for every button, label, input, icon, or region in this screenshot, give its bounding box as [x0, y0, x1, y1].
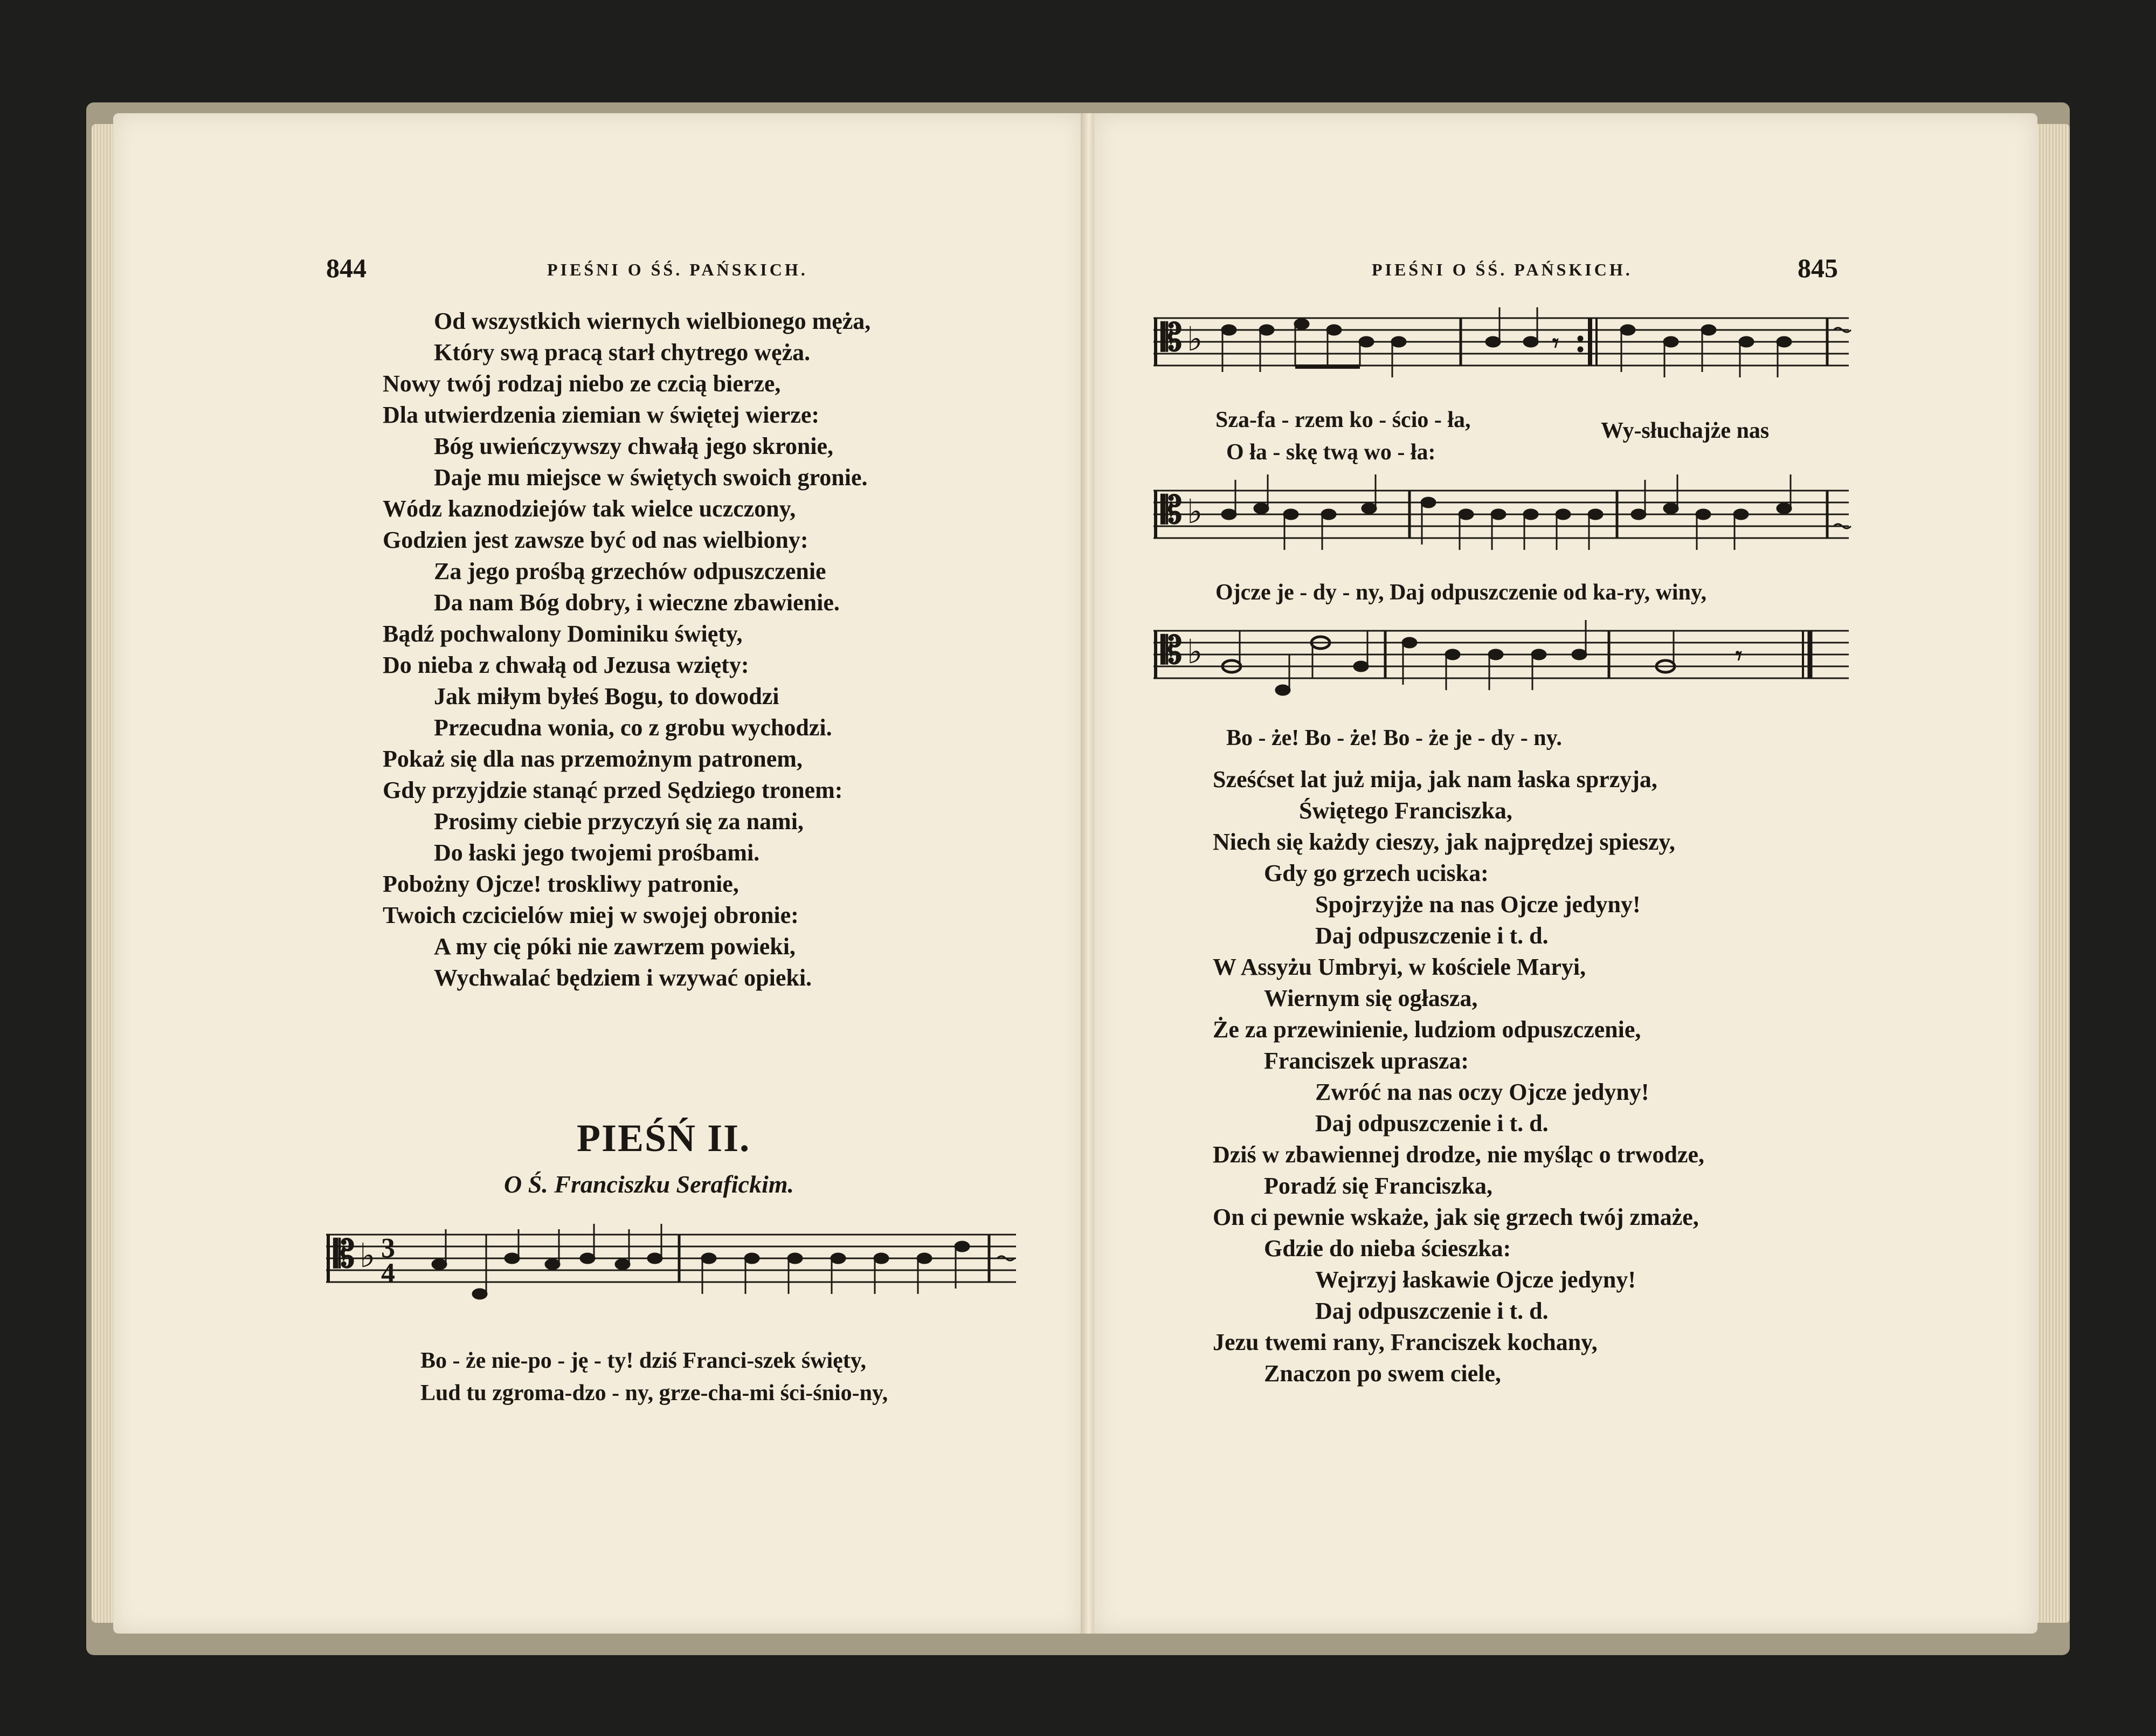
svg-text:𝄡: 𝄡	[1161, 487, 1183, 532]
stanza-line: Spojrzyjże na nas Ojcze jedyny!	[1315, 891, 1641, 918]
running-head: PIEŚNI O ŚŚ. PAŃSKICH.	[1372, 260, 1633, 279]
stanza-line: Świętego Franciszka,	[1299, 797, 1512, 824]
stanza-line: Jezu twemi rany, Franciszek kochany,	[1213, 1329, 1598, 1355]
music-staff	[1153, 609, 1854, 722]
stanza-line: Wiernym się ogłasza,	[1264, 985, 1478, 1011]
stanza-line: Twoich czcicielów miej w swojej obronie:	[383, 902, 799, 928]
lyrics-line: Ojcze je - dy - ny, Daj odpuszczenie od ka-ry, winy,	[1215, 580, 1707, 605]
music-staff	[1153, 297, 1854, 404]
stanza-line: Daj odpuszczenie i t. d.	[1315, 1298, 1549, 1324]
stanza-line: Niech się każdy cieszy, jak najprędzej spieszy,	[1213, 829, 1675, 855]
lyrics-line: Wy-słuchajże nas	[1601, 418, 1770, 443]
stanza-line: Sześćset lat już mija, jak nam łaska sprzyja,	[1213, 766, 1657, 793]
stanza-line: Przecudna wonia, co z grobu wychodzi.	[434, 714, 832, 741]
music-staff	[326, 1213, 1021, 1337]
stanza-line: On ci pewnie wskaże, jak się grzech twój zmaże,	[1213, 1204, 1699, 1230]
svg-text:♭: ♭	[1187, 319, 1203, 359]
song-title: PIEŚŃ II.	[577, 1117, 751, 1160]
lyrics-line: Lud tu zgroma-dzo - ny, grze-cha-mi ści-śnio-ny,	[420, 1381, 888, 1406]
stanza-line: Gdzie do nieba ścieszka:	[1264, 1235, 1511, 1262]
stanza-line: Jak miłym byłeś Bogu, to dowodzi	[434, 683, 779, 709]
music-staff	[1153, 469, 1854, 577]
stanza-line: Dziś w zbawiennej drodze, nie myśląc o trwodze,	[1213, 1141, 1705, 1168]
stanza-line: Prosimy ciebie przyczyń się za nami,	[434, 808, 804, 835]
stanza-line: Da nam Bóg dobry, i wieczne zbawienie.	[434, 589, 840, 616]
stanza-line: Który swą pracą starł chytrego węża.	[434, 339, 811, 366]
stanza-line: Zwróć na nas oczy Ojcze jedyny!	[1315, 1079, 1649, 1105]
stanza-line: Daj odpuszczenie i t. d.	[1315, 922, 1549, 949]
stanza-line: Poradź się Franciszka,	[1264, 1173, 1493, 1199]
page-number: 844	[326, 253, 367, 283]
lyrics-line: Bo - że nie-po - ję - ty! dziś Franci-szek święty,	[420, 1348, 866, 1373]
stanza-line: Wychwalać będziem i wzywać opieki.	[434, 965, 812, 991]
stanza-line: Bądź pochwalony Dominiku święty,	[383, 621, 743, 647]
svg-text:𝄡: 𝄡	[1161, 315, 1183, 360]
svg-text:♭: ♭	[1187, 632, 1203, 671]
lyrics-line: O ła - skę twą wo - ła:	[1226, 440, 1436, 465]
stanza-line: Gdy go grzech uciska:	[1264, 860, 1489, 886]
stanza-line: Że za przewinienie, ludziom odpuszczenie,	[1213, 1016, 1641, 1043]
stanza-line: Znaczon po swem ciele,	[1264, 1360, 1501, 1387]
stanza-line: Nowy twój rodzaj niebo ze czcią bierze,	[383, 370, 781, 397]
left-page	[113, 113, 1083, 1634]
svg-text:𝄡: 𝄡	[334, 1231, 355, 1276]
stanza-line: Pokaż się dla nas przemożnym patronem,	[383, 746, 803, 772]
svg-text:𝄡: 𝄡	[1161, 628, 1183, 672]
page-number: 845	[1798, 253, 1838, 283]
running-head: PIEŚNI O ŚŚ. PAŃSKICH.	[547, 260, 808, 279]
stanza-line: Dla utwierdzenia ziemian w świętej wierze:	[383, 402, 820, 428]
stanza-line: Do łaski jego twojemi prośbami.	[434, 839, 760, 866]
stanza-line: Wódz kaznodziejów tak wielce uczczony,	[383, 495, 796, 522]
stanza-line: Do nieba z chwałą od Jezusa wzięty:	[383, 652, 749, 678]
stanza-line: Od wszystkich wiernych wielbionego męża,	[434, 308, 871, 334]
time-signature-top: 3	[381, 1233, 395, 1264]
stanza-line: A my cię póki nie zawrzem powieki,	[434, 933, 796, 960]
time-signature-bottom: 4	[381, 1258, 395, 1289]
stanza-line: Pobożny Ojcze! troskliwy patronie,	[383, 871, 739, 897]
page-edges-right	[2037, 124, 2070, 1623]
stanza-line: Gdy przyjdzie stanąć przed Sędziego tronem:	[383, 777, 843, 803]
stanza-line: Godzien jest zawsze być od nas wielbiony:	[383, 527, 808, 553]
stanza-line: W Assyżu Umbryi, w kościele Maryi,	[1213, 954, 1586, 980]
stanza-line: Daj odpuszczenie i t. d.	[1315, 1110, 1549, 1136]
stanza-line: Daje mu miejsce w świętych swoich gronie.	[434, 464, 868, 491]
right-page	[1094, 113, 2037, 1634]
svg-text:♭: ♭	[1187, 492, 1203, 531]
song-subtitle: O Ś. Franciszku Serafickim.	[504, 1170, 794, 1198]
stanza-line: Wejrzyj łaskawie Ojcze jedyny!	[1315, 1266, 1636, 1293]
lyrics-line: Sza-fa - rzem ko - ścio - ła,	[1215, 408, 1471, 432]
svg-text:♭: ♭	[360, 1236, 376, 1275]
stanza-line: Za jego prośbą grzechów odpuszczenie	[434, 558, 826, 584]
svg-text:𝄾: 𝄾	[1552, 329, 1559, 357]
svg-text:𝄾: 𝄾	[1736, 642, 1743, 670]
lyrics-line: Bo - że! Bo - że! Bo - że je - dy - ny.	[1226, 726, 1562, 750]
page-edges-left	[92, 124, 113, 1623]
stanza-line: Franciszek uprasza:	[1264, 1048, 1469, 1074]
stanza-line: Bóg uwieńczywszy chwałą jego skronie,	[434, 433, 834, 459]
